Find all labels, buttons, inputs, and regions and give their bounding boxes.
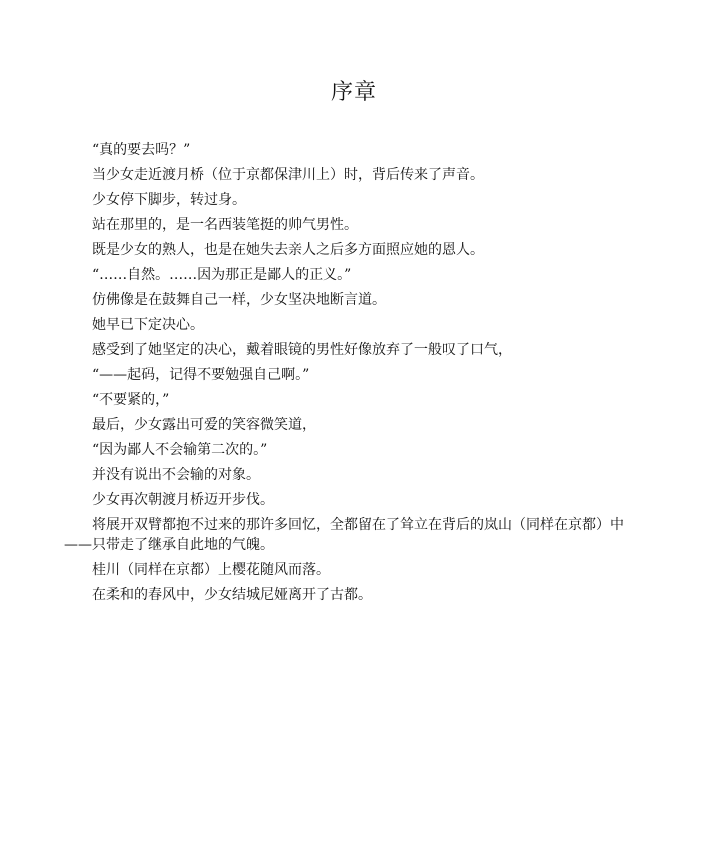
paragraph: 最后，少女露出可爱的笑容微笑道， <box>92 417 316 433</box>
paragraph: 将展开双臂都抱不过来的那许多回忆，全都留在了耸立在背后的岚山（同样在京都）中——只带走了继承自此地的气魄。 <box>64 517 624 553</box>
paragraph: 当少女走近渡月桥（位于京都保津川上）时，背后传来了声音。 <box>92 167 484 183</box>
paragraph: 在柔和的春风中，少女结城尼娅离开了古都。 <box>92 587 372 603</box>
paragraph: 仿佛像是在鼓舞自己一样，少女坚决地断言道。 <box>92 292 386 308</box>
paragraph: “不要紧的，” <box>92 392 170 408</box>
paragraph: 她早已下定决心。 <box>92 317 204 333</box>
paragraph: 桂川（同样在京都）上樱花随风而落。 <box>92 562 330 578</box>
paragraph: 站在那里的，是一名西装笔挺的帅气男性。 <box>92 217 358 233</box>
paragraph: 既是少女的熟人，也是在她失去亲人之后多方面照应她的恩人。 <box>92 242 484 258</box>
paragraph: 感受到了她坚定的决心，戴着眼镜的男性好像放弃了一般叹了口气， <box>92 342 512 358</box>
paragraph: 少女停下脚步，转过身。 <box>92 192 246 208</box>
paragraph: “……自然。……因为那正是鄙人的正义。” <box>92 267 352 283</box>
paragraph: “——起码，记得不要勉强自己啊。” <box>92 367 310 383</box>
chapter-title: 序章 <box>330 80 377 105</box>
paragraph: 少女再次朝渡月桥迈开步伐。 <box>92 492 274 508</box>
paragraph: “真的要去吗？” <box>92 142 191 158</box>
paragraph: “因为鄙人不会输第二次的。” <box>92 442 268 458</box>
paragraph: 并没有说出不会输的对象。 <box>92 467 260 483</box>
chapter-body <box>64 138 644 608</box>
